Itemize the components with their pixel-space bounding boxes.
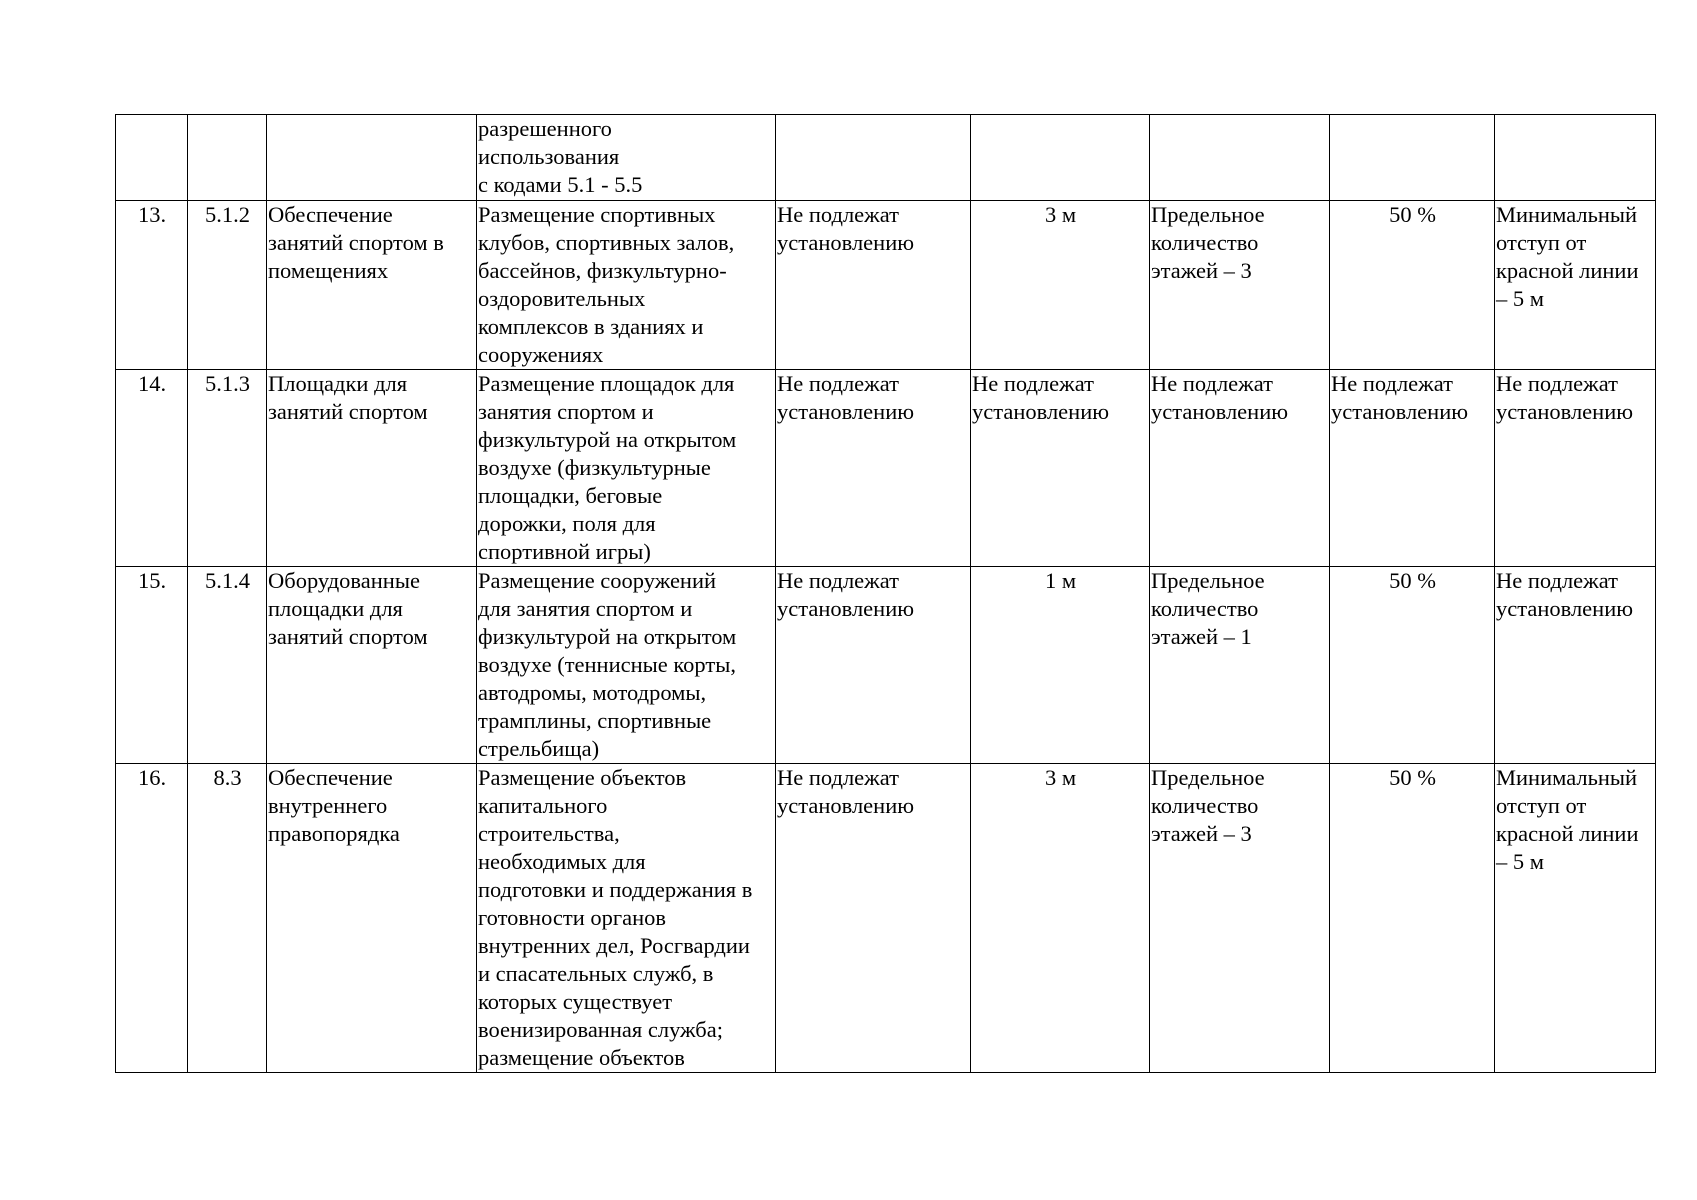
setback-cell [971,115,1150,201]
other-params-line: Не подлежат [1496,371,1618,396]
row-number-cell [116,201,188,370]
setback-cell [971,370,1150,567]
setback-line: 3 м [1044,202,1077,227]
setback-line: 1 м [1044,568,1077,593]
min-area-cell [776,764,971,1073]
table-row [116,370,1656,567]
use-description-line: физкультурой на открытом [478,624,737,649]
coverage-cell [1330,567,1495,764]
row-number-text: 16. [137,765,167,790]
table-row [116,201,1656,370]
min-area-line: Не подлежат [777,202,899,227]
use-code-text: 5.1.3 [205,371,250,396]
other-params-cell [1495,201,1656,370]
use-name-line: Обеспечение [268,202,393,227]
use-description-line: для занятия спортом и [478,596,693,621]
use-name-cell [267,201,477,370]
other-params-line: – 5 м [1496,286,1544,311]
use-description-line: разрешенного [478,116,612,141]
use-name-line: площадки для [268,596,403,621]
use-name-line: помещениях [268,258,389,283]
floors-line: Предельное [1151,568,1265,593]
use-description-cell [477,201,776,370]
min-area-line: Не подлежат [777,568,899,593]
table-row [116,567,1656,764]
coverage-line: 50 % [1389,202,1436,227]
use-description-cell [477,567,776,764]
use-code-text: 8.3 [213,765,242,790]
use-code-cell [188,115,267,201]
other-params-cell [1495,567,1656,764]
use-description-line: строительства, [478,821,620,846]
use-description-line: воздухе (физкультурные [478,455,711,480]
use-description-cell [477,764,776,1073]
use-description-line: использования [478,144,620,169]
coverage-line: 50 % [1389,765,1436,790]
use-description-line: площадки, беговые [478,483,663,508]
floors-line: этажей – 3 [1151,258,1252,283]
other-params-line: Минимальный [1496,202,1638,227]
use-name-line: Оборудованные [268,568,420,593]
floors-line: количество [1151,596,1259,621]
coverage-cell [1330,370,1495,567]
min-area-line: Не подлежат [777,371,899,396]
use-description-line: с кодами 5.1 - 5.5 [478,172,643,197]
setback-cell [971,764,1150,1073]
use-description-line: необходимых для [478,849,646,874]
use-code-text: 5.1.2 [205,202,250,227]
use-description-cell [477,370,776,567]
row-number-cell [116,567,188,764]
min-area-line: установлению [777,399,915,424]
coverage-cell [1330,201,1495,370]
min-area-line: Не подлежат [777,765,899,790]
use-description-line: спортивной игры) [478,539,651,564]
floors-line: количество [1151,793,1259,818]
floors-line: Не подлежат [1151,371,1273,396]
use-description-line: военизированная служба; [478,1017,723,1042]
use-name-line: занятий спортом [268,624,428,649]
use-description-line: Размещение спортивных [478,202,716,227]
coverage-cell [1330,764,1495,1073]
row-number-text: 14. [137,371,167,396]
floors-line: этажей – 3 [1151,821,1252,846]
use-description-line: трамплины, спортивные [478,708,712,733]
use-code-cell [188,764,267,1073]
min-area-line: установлению [777,230,915,255]
use-description-line: подготовки и поддержания в [478,877,753,902]
floors-line: Предельное [1151,765,1265,790]
setback-cell [971,567,1150,764]
coverage-line: установлению [1331,399,1469,424]
use-description-line: и спасательных служб, в [478,961,714,986]
min-area-cell [776,115,971,201]
floors-line: установлению [1151,399,1289,424]
use-description-line: клубов, спортивных залов, [478,230,735,255]
use-name-cell [267,764,477,1073]
use-name-cell [267,115,477,201]
min-area-cell [776,370,971,567]
use-code-cell [188,201,267,370]
use-description-line: размещение объектов [478,1045,685,1070]
other-params-line: красной линии [1496,258,1639,283]
row-number-cell [116,370,188,567]
floors-line: количество [1151,230,1259,255]
other-params-line: – 5 м [1496,849,1544,874]
use-code-cell [188,370,267,567]
use-name-line: Обеспечение [268,765,393,790]
use-name-line: занятий спортом [268,399,428,424]
use-description-line: Размещение объектов [478,765,687,790]
other-params-cell [1495,115,1656,201]
use-description-line: бассейнов, физкультурно- [478,258,727,283]
row-number-text: 13. [137,202,167,227]
use-name-cell [267,567,477,764]
setback-line: установлению [972,399,1110,424]
use-description-line: готовности органов [478,905,666,930]
coverage-line: Не подлежат [1331,371,1453,396]
use-code-text: 5.1.4 [205,568,250,593]
coverage-line: 50 % [1389,568,1436,593]
floors-cell [1150,370,1330,567]
other-params-cell [1495,370,1656,567]
use-description-line: автодромы, мотодромы, [478,680,707,705]
floors-line: этажей – 1 [1151,624,1252,649]
setback-cell [971,201,1150,370]
use-name-cell [267,370,477,567]
table-row [116,115,1656,201]
use-name-line: правопорядка [268,821,400,846]
use-code-cell [188,567,267,764]
use-description-cell [477,115,776,201]
other-params-line: отступ от [1496,793,1587,818]
floors-cell [1150,567,1330,764]
use-description-line: внутренних дел, Росгвардии [478,933,750,958]
other-params-line: установлению [1496,399,1634,424]
other-params-line: установлению [1496,596,1634,621]
use-description-line: физкультурой на открытом [478,427,737,452]
use-description-line: комплексов в зданиях и [478,314,704,339]
other-params-line: отступ от [1496,230,1587,255]
setback-line: Не подлежат [972,371,1094,396]
min-area-cell [776,567,971,764]
row-number-cell [116,115,188,201]
use-description-line: сооружениях [478,342,604,367]
use-description-line: стрельбища) [478,736,600,761]
use-description-line: Размещение площадок для [478,371,735,396]
min-area-line: установлению [777,793,915,818]
use-description-line: капитального [478,793,608,818]
use-name-line: занятий спортом в [268,230,444,255]
coverage-cell [1330,115,1495,201]
floors-cell [1150,115,1330,201]
floors-line: Предельное [1151,202,1265,227]
min-area-cell [776,201,971,370]
use-description-line: Размещение сооружений [478,568,717,593]
use-description-line: оздоровительных [478,286,646,311]
row-number-cell [116,764,188,1073]
floors-cell [1150,764,1330,1073]
other-params-line: красной линии [1496,821,1639,846]
other-params-line: Минимальный [1496,765,1638,790]
use-name-line: внутреннего [268,793,388,818]
use-description-line: занятия спортом и [478,399,654,424]
setback-line: 3 м [1044,765,1077,790]
table-row [116,764,1656,1073]
use-description-line: воздухе (теннисные корты, [478,652,736,677]
floors-cell [1150,201,1330,370]
use-description-line: дорожки, поля для [478,511,656,536]
other-params-cell [1495,764,1656,1073]
min-area-line: установлению [777,596,915,621]
use-name-line: Площадки для [268,371,408,396]
row-number-text: 15. [137,568,167,593]
use-description-line: которых существует [478,989,673,1014]
regulations-table [115,114,1656,1073]
other-params-line: Не подлежат [1496,568,1618,593]
